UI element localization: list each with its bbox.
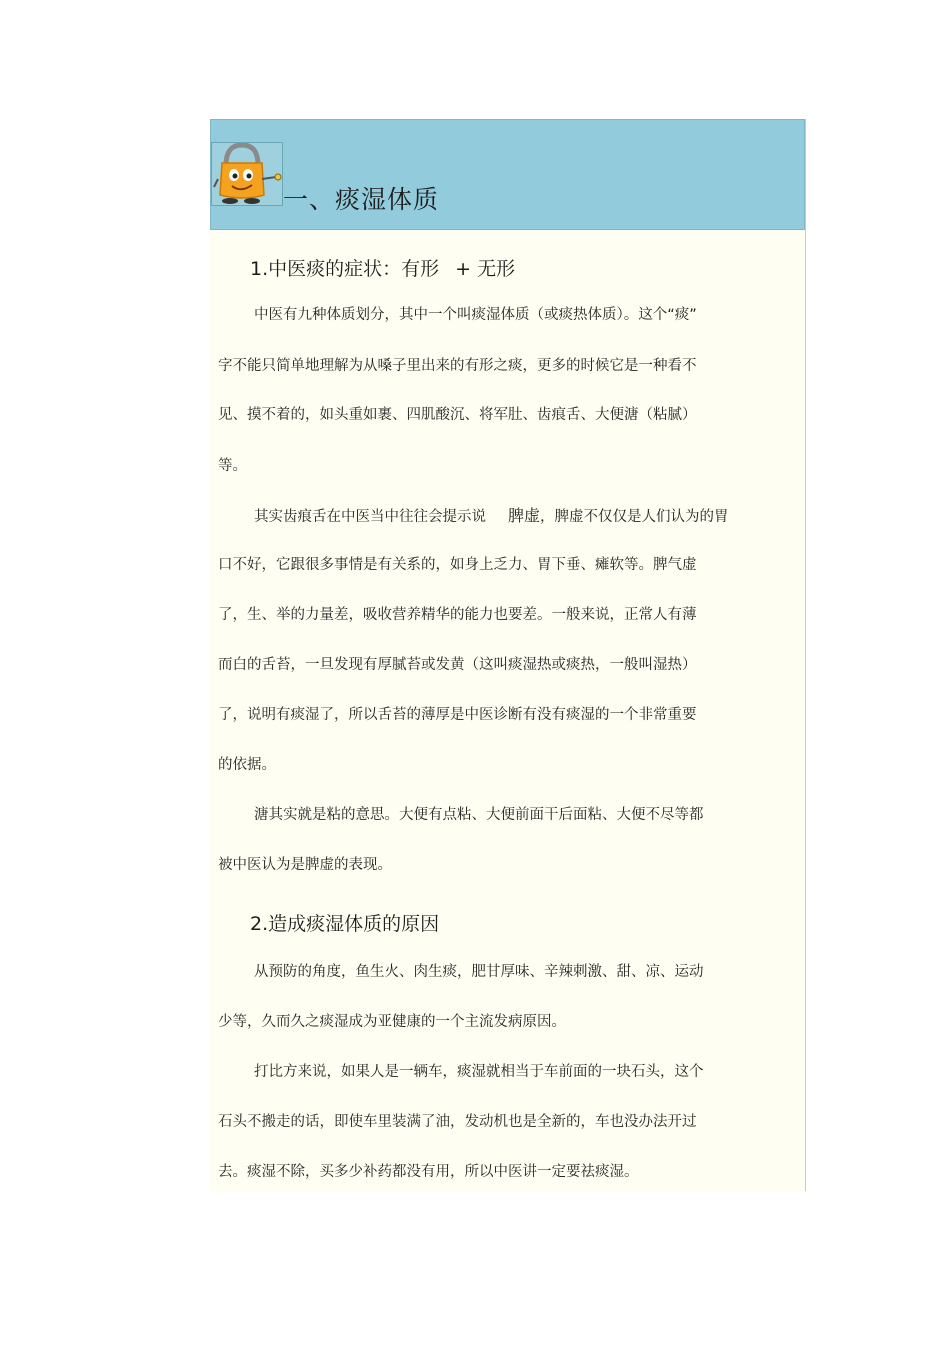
paragraph-line: 打比方来说，如果人是一辆车，痰湿就相当于车前面的一块石头，这个: [254, 1064, 704, 1080]
text-span: ，脾虚不仅仅是人们认为的胃: [540, 509, 729, 525]
page-title: 一、痰湿体质: [283, 185, 440, 214]
highlight-term: 脾虚: [508, 506, 541, 525]
section1-heading: [250, 254, 515, 281]
paragraph-line: 从预防的角度，鱼生火、肉生痰，肥甘厚味、辛辣刺激、甜、凉、运动: [254, 964, 704, 980]
paragraph-line: 口不好，它跟很多事情是有关系的，如身上乏力、胃下垂、瘫软等。脾气虚: [218, 557, 697, 573]
paragraph-line: 了，生、举的力量差，吸收营养精华的能力也要差。一般来说，正常人有薄: [218, 607, 697, 623]
section2-heading: 2.造成痰湿体质的原因: [250, 913, 440, 935]
paragraph-line: 被中医认为是脾虚的表现。: [218, 857, 392, 873]
paragraph-line: 见、摸不着的，如头重如裹、四肌酸沉、将军肚、齿痕舌、大便溏（粘腻）: [218, 407, 697, 423]
section-header: [210, 119, 805, 230]
paragraph-line: 而白的舌苔，一旦发现有厚腻苔或发黄（这叫痰湿热或痰热，一般叫湿热）: [218, 657, 697, 673]
content-panel: [210, 119, 806, 1191]
paragraph-line: 等。: [218, 458, 247, 474]
section1-heading-suffix: + 无形: [455, 258, 516, 280]
paragraph-line: 少等，久而久之痰湿成为亚健康的一个主流发病原因。: [218, 1014, 566, 1030]
text-span: 其实齿痕舌在中医当中往往会提示说: [254, 509, 486, 525]
paragraph-line: 溏其实就是粘的意思。大便有点粘、大便前面干后面粘、大便不尽等都: [254, 807, 704, 823]
paragraph-line: 中医有九种体质划分，其中一个叫痰湿体质（或痰热体质）。这个“痰”: [254, 307, 697, 323]
paragraph-line: 字不能只简单地理解为从嗓子里出来的有形之痰，更多的时候它是一种看不: [218, 358, 697, 374]
paragraph-line: [218, 503, 729, 526]
paragraph-line: 了，说明有痰湿了，所以舌苔的薄厚是中医诊断有没有痰湿的一个非常重要: [218, 707, 697, 723]
padlock-mascot-icon: [211, 142, 283, 206]
paragraph-line: 石头不搬走的话，即使车里装满了油，发动机也是全新的，车也没办法开过: [218, 1114, 697, 1130]
section1-heading-main: 1.中医痰的症状：有形: [250, 258, 440, 280]
paragraph-line: 的依据。: [218, 757, 276, 773]
paragraph-line: 去。痰湿不除，买多少补药都没有用，所以中医讲一定要祛痰湿。: [218, 1164, 639, 1180]
